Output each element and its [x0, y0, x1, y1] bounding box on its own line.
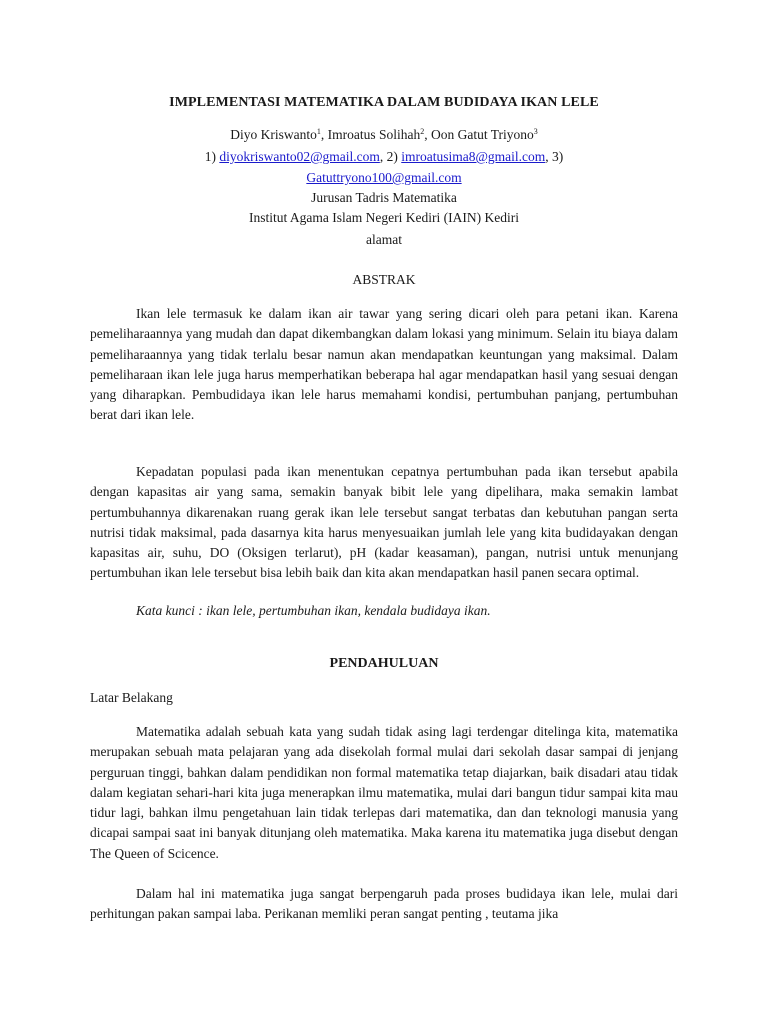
email-link[interactable]: Gatuttryono100@gmail.com — [306, 170, 462, 185]
email-link[interactable]: imroatusima8@gmail.com — [401, 149, 546, 164]
author-name: , Oon Gatut Triyono — [424, 127, 534, 142]
email-prefix: , 2) — [379, 149, 402, 164]
author-name: Diyo Kriswanto — [230, 127, 317, 142]
address: alamat — [366, 232, 402, 247]
keywords: Kata kunci : ikan lele, pertumbuhan ikan, kendala budidaya ikan. — [136, 603, 491, 618]
author-superscript: 2 — [420, 127, 425, 136]
email-link[interactable]: diyokriswanto02@gmail.com — [219, 149, 380, 164]
email-line — [0, 147, 768, 167]
abstract-heading: ABSTRAK — [352, 272, 416, 287]
author-superscript: 1 — [316, 127, 321, 136]
email-prefix: , 3) — [545, 149, 564, 164]
author-name: , Imroatus Solihah — [320, 127, 421, 142]
author-superscript: 3 — [533, 127, 538, 136]
abstract-paragraph: Kepadatan populasi pada ikan menentukan cepatnya pertumbuhan pada ikan tersebut apabila dengan kapasitas air yang sama, semakin banyak bibit lele yang dipelihara, maka semakin lambat pertumbuhannya dikarenakan ruang gerak ikan lele tersebut sangat terbatas dan kebutuhan pangan serta nutrisi tidak maksimal, pada dasarnya kita harus menyesuaikan jumlah lele yang kita budidayakan dengan kapasitas air, suhu, DO (Oksigen terlarut), pH (kadar keasaman), pangan, nutrisi untuk menunjang pertumbuhan ikan lele tersebut bisa lebih baik dan kita akan mendapatkan hasil panen secara optimal. — [90, 464, 678, 581]
author-line — [0, 125, 768, 145]
body-paragraph: Dalam hal ini matematika juga sangat berpengaruh pada proses budidaya ikan lele, mulai dari perhitungan pakan sampai laba. Perikanan memliki peran sangat penting , teutama jika — [90, 886, 678, 922]
email-prefix: 1) — [204, 149, 220, 164]
section-heading: PENDAHULUAN — [329, 656, 439, 671]
paper-title: IMPLEMENTASI MATEMATIKA DALAM BUDIDAYA IKAN LELE — [169, 95, 599, 110]
body-paragraph: Matematika adalah sebuah kata yang sudah tidak asing lagi terdengar ditelinga kita, matematika merupakan sebuah mata pelajaran yang ada disekolah formal mulai dari sekolah dasar sampai di jenjang perguruan tinggi, bahkan dalam pendidikan non formal matematika tetap diajarkan, baik disadari atau tidak dalam kegiatan sehari-hari kita juga menerapkan ilmu matematika, mulai dari bangun tidur sampai kita mau tidur lagi, bahkan ilmu pengetahuan lain tidak terlepas dari matematika, dan dan teknologi manusia yang dicapai sampai saat ini banyak ditunjang oleh matematika. Maka karena itu matematika juga disebut dengan The Queen of Scicence. — [90, 724, 678, 861]
abstract-paragraph: Ikan lele termasuk ke dalam ikan air tawar yang sering dicari oleh para petani ikan. Karena pemeliharaannya yang mudah dan dapat dikembangkan dalam lokasi yang minimum. Selain itu biaya dalam pemeliharaannya yang tidak terlalu besar namun akan mendapatkan keuntungan yang maksimal. Dalam pemeliharaan ikan lele juga harus memperhatikan beberapa hal agar mendapatkan hasil yang sesuai dengan yang diharapkan. Pembudidaya ikan lele harus memahami kondisi, pertumbuhan panjang, pertumbuhan berat dari ikan lele. — [90, 306, 678, 423]
institution: Institut Agama Islam Negeri Kediri (IAIN) Kediri — [249, 210, 519, 225]
email-line — [0, 168, 768, 188]
department: Jurusan Tadris Matematika — [311, 190, 457, 205]
subsection-heading: Latar Belakang — [90, 690, 173, 705]
